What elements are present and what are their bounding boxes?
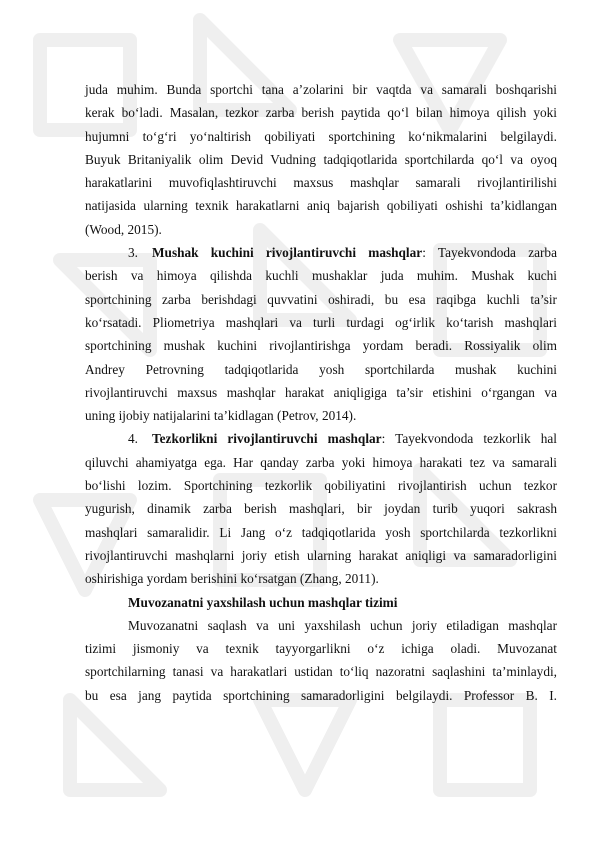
- text-line: harakatlarini muvofiqlashtiruvchi maxsus mashqlar samarali rivojlantirilishi: [85, 175, 557, 191]
- text-line: kerak bo‘ladi. Masalan, tezkor zarba berish paytida qo‘l bilan himoya qilish yoki: [85, 105, 557, 121]
- text-line: berish va himoya qilishda kuchli mushaklar juda muhim. Mushak kuchi: [85, 268, 557, 284]
- text-line: rivojlantiruvchi mashqlarni joriy etish ularning harakat aniqligi va samaradorligini: [85, 547, 557, 563]
- watermark-shape: [440, 700, 530, 790]
- list-item-3-first-line: [85, 241, 557, 264]
- text-line: mashqlari samaralidir. Li Jang o‘z tadqiqotlarida yosh sportchilarda tezkorlikni: [85, 524, 557, 540]
- text-line: (Wood, 2015).: [85, 221, 162, 237]
- text-line: Muvozanatni saqlash va uni yaxshilash uchun joriy etiladigan mashqlar: [128, 617, 557, 633]
- list-item-4-first-line: [85, 427, 557, 450]
- text-line: sportchining mushak kuchini rivojlantirishga yordam beradi. Rossiyalik olim: [85, 338, 557, 354]
- text-line: natijasida ularning texnik harakatlarni aniq bajarish qobiliyati oshishi ta’kidlangan: [85, 198, 557, 214]
- list-item-title: Mushak kuchini rivojlantiruvchi mashqlar: [152, 245, 423, 261]
- text-line: hujumni to‘g‘ri yo‘naltirish qobiliyati sportchining ko‘nikmalarini belgilaydi.: [85, 128, 557, 144]
- text-line: sportchilarning tanasi va harakatlari ustidan to‘liq nazoratni saqlashini ta’minlaydi,: [85, 664, 557, 680]
- list-item-title: Tezkorlikni rivojlantiruvchi mashqlar: [152, 431, 382, 447]
- text-line: qiluvchi ahamiyatga ega. Har qanday zarba yoki himoya harakati tez va samarali: [85, 454, 557, 470]
- text-line: sportchining zarba berishdagi quvvatini oshiradi, bu esa raqibga kuchli ta’sir: [85, 291, 557, 307]
- text-line: ko‘rsatadi. Pliometriya mashqlari va turli turdagi og‘irlik ko‘tarish mashqlari: [85, 314, 557, 330]
- text-line: yugurish, dinamik zarba berish mashqlari, bir joydan turib yuqori sakrash: [85, 501, 557, 517]
- list-number: 4.: [128, 431, 138, 447]
- list-item-text: : Tayekvondoda tezkorlik hal: [381, 431, 557, 447]
- text-line: oshirishiga yordam berishini ko‘rsatgan (Zhang, 2011).: [85, 571, 379, 587]
- text-line: bo‘lishi lozim. Sportchining tezkorlik qobiliyatini rivojlantirish uchun tezkor: [85, 478, 557, 494]
- text-line: Buyuk Britaniyalik olim Devid Vudning tadqiqotlarida sportchilarda qo‘l va oyoq: [85, 151, 557, 167]
- watermark-shape: [70, 700, 160, 790]
- list-item-text: : Tayekvondoda zarba: [422, 245, 557, 261]
- list-number: 3.: [128, 245, 138, 261]
- text-line: rivojlantiruvchi maxsus mashqlar harakat aniqligiga ta’sir etishini o‘rgangan va: [85, 384, 557, 400]
- section-heading: Muvozanatni yaxshilash uchun mashqlar tizimi: [128, 594, 398, 610]
- text-line: Andrey Petrovning tadqiqotlarida yosh sportchilarda mushak kuchini: [85, 361, 557, 377]
- text-line: uning ijobiy natijalarini ta’kidlagan (Petrov, 2014).: [85, 408, 357, 424]
- text-line: tizimi jismoniy va texnik tayyorgarlikni o‘z ichiga oladi. Muvozanat: [85, 641, 557, 657]
- document-body: [85, 78, 557, 707]
- watermark-shape: [260, 700, 350, 790]
- text-line: bu esa jang paytida sportchining samaradorligini belgilaydi. Professor B. I.: [85, 687, 557, 703]
- text-line: juda muhim. Bunda sportchi tana a’zolarini bir vaqtda va samarali boshqarishi: [85, 82, 557, 97]
